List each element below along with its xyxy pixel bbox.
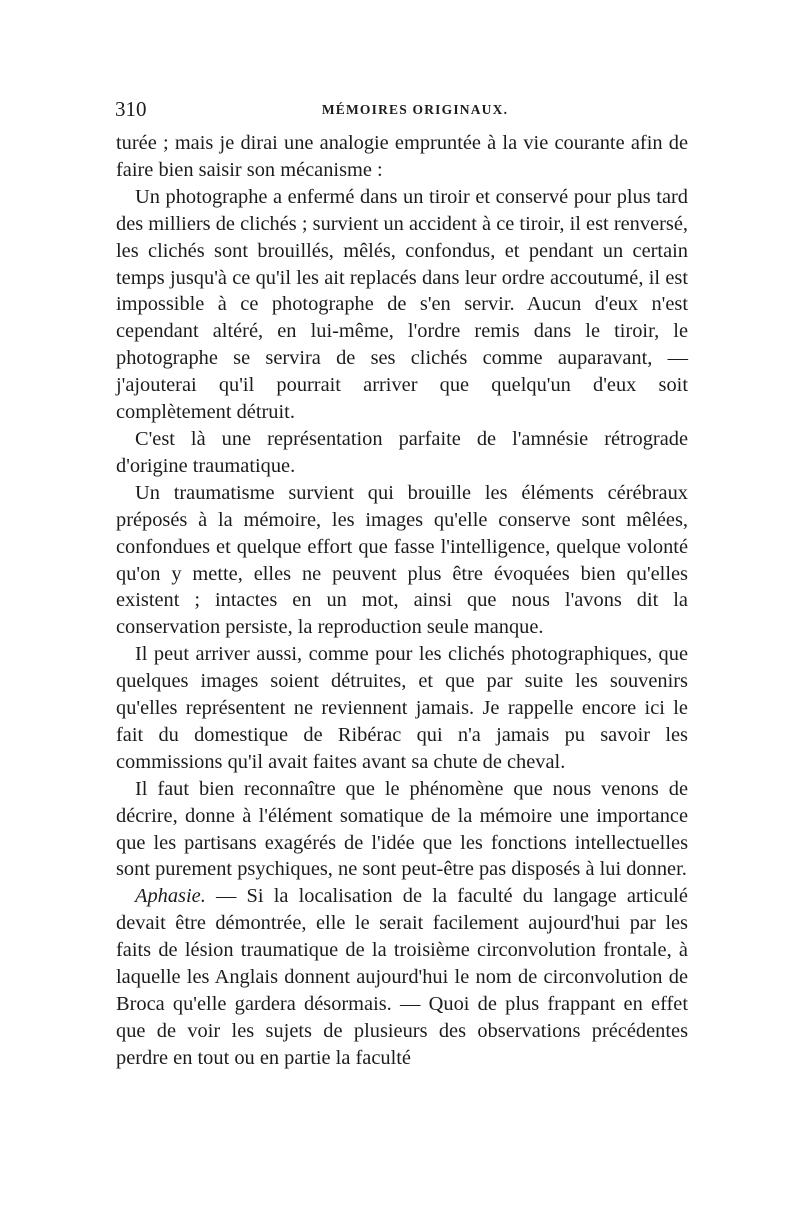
paragraph-element-somatique: Il faut bien reconnaître que le phénomène que nous venons de décrire, donne à l'élément somatique de la mémoire une importance que les partisans exagérés de l'idée que les fonctions intellectuelles sont purement psychiques, ne sont peut-être pas disposés à lui donner.	[116, 777, 688, 881]
paragraph-cliches-detruits: Il peut arriver aussi, comme pour les clichés photographiques, que quelques images soient détruites, et que par suite les souvenirs qu'elles représentent ne reviennent jamais. Je rappelle encore ici le fait du domestique de Ribérac qui n'a jamais pu savoir les commissions qu'il avait faites avant sa chute de cheval.	[116, 643, 688, 773]
paragraph-photographe: Un photographe a enfermé dans un tiroir et conservé pour plus tard des milliers de clichés ; survient un accident à ce tiroir, il est renversé, les clichés sont brouillés, mêlés, confondus, et pendant un certain temps jusqu'à ce qu'il les ait replacés dans leur ordre accoutumé, il est impossible à ce photographe de s'en servir. Aucun d'eux n'est cependant altéré, en lui-même, l'ordre remis dans le tiroir, le photographe se servira de ses clichés comme auparavant, — j'ajouterai qu'il pourrait arriver que quelqu'un d'eux soit complètement détruit.	[116, 185, 688, 424]
aphasie-text: — Si la localisation de la faculté du langage articulé devait être démontrée, elle le serait facilement aujourd'hui par les faits de lésion traumatique de la troisième circonvolution frontale, à laquelle les Anglais donnent aujourd'hui le nom de circonvolution de Broca qu'elle gardera désormais. — Quoi de plus frappant en effet que de voir les sujets de plusieurs des observations précédentes perdre en tout ou en partie la faculté	[116, 885, 688, 1069]
section-lead-aphasie: Aphasie.	[135, 885, 206, 908]
page-number: 310	[115, 97, 147, 121]
running-title: MÉMOIRES ORIGINAUX.	[321, 102, 509, 117]
body-text	[116, 130, 688, 1072]
paragraph-continuation: turée ; mais je dirai une analogie empruntée à la vie courante afin de faire bien saisir son mécanisme :	[116, 132, 688, 181]
paragraph-traumatisme: Un traumatisme survient qui brouille les éléments cérébraux préposés à la mémoire, les images qu'elle conserve sont mêlées, confondues et quelque effort que fasse l'intelligence, quelque volonté qu'on y mette, elles ne peuvent plus être évoquées bien qu'elles existent ; intactes en un mot, ainsi que nous l'avons dit la conservation persiste, la reproduction seule manque.	[116, 481, 688, 639]
paragraph-aphasie	[116, 883, 688, 1071]
running-header	[115, 96, 685, 126]
paragraph-amnesie: C'est là une représentation parfaite de l'amnésie rétrograde d'origine traumatique.	[116, 427, 688, 477]
